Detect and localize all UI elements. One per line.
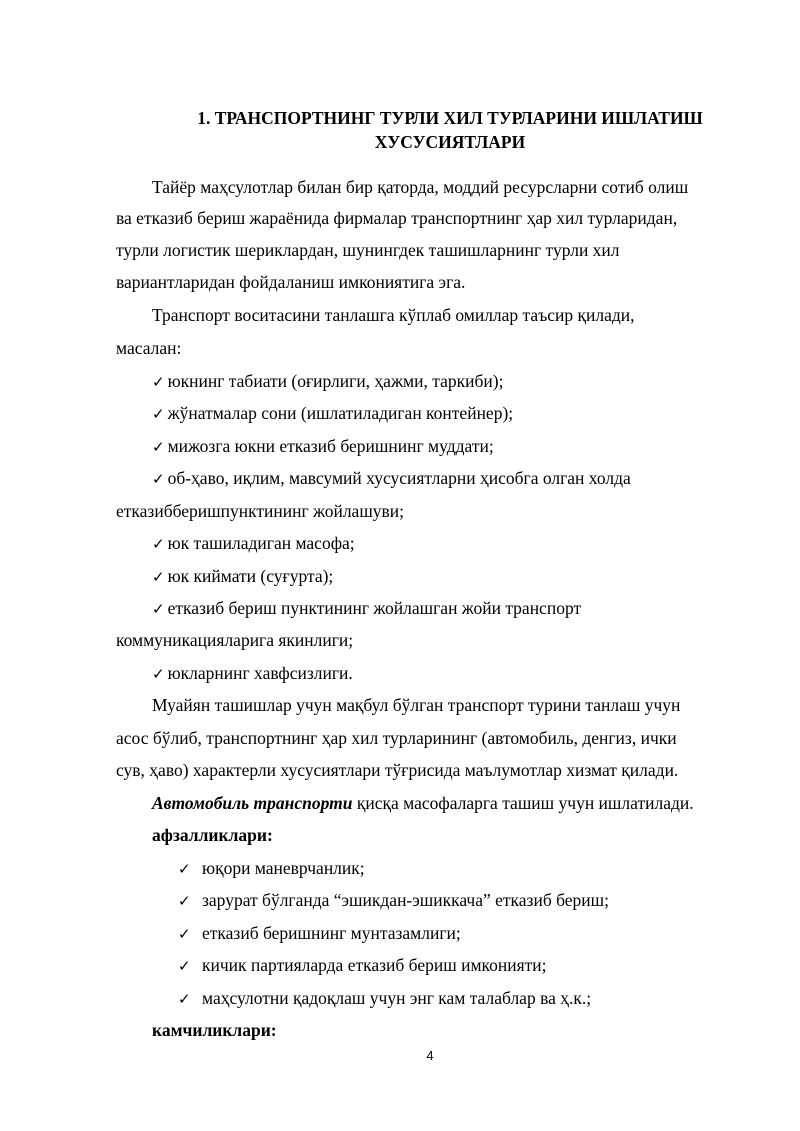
check-icon: ✓ xyxy=(152,405,165,423)
factor-text: етказиб бериш пунктининг жойлашган жойи транспорт xyxy=(167,598,582,618)
para3-line-1: Муайян ташишлар учун мақбул бўлган транспорт турини танлаш учун xyxy=(152,695,681,715)
check-icon: ✓ xyxy=(178,892,191,910)
factor-item xyxy=(152,596,581,621)
check-icon: ✓ xyxy=(152,665,165,683)
para1-line-2: ва етказиб бериш жараёнида фирмалар транспортнинг ҳар хил турларидан, xyxy=(116,208,678,228)
check-icon: ✓ xyxy=(152,438,165,456)
advantage-item xyxy=(178,986,194,1011)
advantages-label: афзалликлари: xyxy=(152,825,273,845)
para1-line-4: вариантларидан фойдаланиш имкониятига эга. xyxy=(116,272,466,292)
check-icon: ✓ xyxy=(178,990,191,1008)
advantage-text: маҳсулотни қадоқлаш учун энг кам талаблар ва ҳ.к.; xyxy=(202,988,592,1008)
auto-transport-line xyxy=(152,791,694,815)
para1-line-1: Тайёр маҳсулотлар билан бир қаторда, моддий ресурсларни сотиб олиш xyxy=(152,177,689,197)
advantage-text: юқори маневрчанлик; xyxy=(202,858,365,878)
factor-continuation xyxy=(116,499,404,523)
heading-line-1: 1. ТРАНСПОРТНИНГ ТУРЛИ ХИЛ ТУРЛАРИНИ ИШЛАТИШ xyxy=(197,108,703,128)
disadvantages-label: камчиликлари: xyxy=(152,1020,277,1040)
check-icon: ✓ xyxy=(178,860,191,878)
check-icon: ✓ xyxy=(152,470,165,488)
factor-item xyxy=(152,434,494,459)
advantage-text: зарурат бўлганда “эшикдан-эшиккача” етказиб бериш; xyxy=(202,890,610,910)
check-icon: ✓ xyxy=(152,600,165,618)
factor-text: об-ҳаво, иқлим, мавсумий хусусиятларни ҳисобга олган холда xyxy=(167,468,631,488)
auto-transport-desc: қисқа масофаларга ташиш учун ишлатилади. xyxy=(352,793,694,813)
factor-continuation: коммуникацияларига якинлиги; xyxy=(116,630,354,650)
advantage-item xyxy=(178,953,194,978)
heading-line-2: ХУСУСИЯТЛАРИ xyxy=(374,132,526,152)
factor-item xyxy=(152,564,333,589)
advantage-item xyxy=(178,921,194,946)
factor-item xyxy=(152,661,353,686)
factor-text: юкнинг табиати (оғирлиги, ҳажми, таркиби); xyxy=(167,371,504,391)
auto-transport-term: Автомобиль транспорти xyxy=(152,793,353,813)
page-number: 4 xyxy=(426,1048,434,1063)
factor-item xyxy=(152,531,355,556)
advantage-text: кичик партияларда етказиб бериш имконияти; xyxy=(202,955,547,975)
factor-item xyxy=(152,369,503,394)
check-icon: ✓ xyxy=(152,373,165,391)
para3-line-2: асос бўлиб, транспортнинг ҳар хил турларининг (автомобиль, денгиз, ички xyxy=(116,728,677,748)
factor-text: юкларнинг хавфсизлиги. xyxy=(167,663,353,683)
advantage-item xyxy=(178,888,194,913)
factor-text: жўнатмалар сони (ишлатиладиган контейнер); xyxy=(167,403,514,423)
factor-text: мижозга юкни етказиб беришнинг муддати; xyxy=(167,436,494,456)
para1-line-3: турли логистик шериклардан, шунингдек ташишларнинг турли хил xyxy=(116,240,620,260)
check-icon: ✓ xyxy=(152,535,165,553)
factor-text: юк киймати (суғурта); xyxy=(167,566,334,586)
check-icon: ✓ xyxy=(152,568,165,586)
factor-text: юк ташиладиган масофа; xyxy=(167,533,355,553)
para2-line-2: масалан: xyxy=(116,338,182,358)
factor-item xyxy=(152,466,631,491)
check-icon: ✓ xyxy=(178,957,191,975)
advantage-item xyxy=(178,856,194,881)
para3-line-3: сув, ҳаво) характерли хусусиятлари тўғрисида маълумотлар хизмат қилади. xyxy=(116,760,679,780)
factor-text: етказибберишпунктининг жойлашуви; xyxy=(116,501,405,521)
para2-line-1: Транспорт воситасини танлашга кўплаб омиллар таъсир қилади, xyxy=(152,305,635,325)
advantage-text: етказиб беришнинг мунтазамлиги; xyxy=(202,923,461,943)
section-heading xyxy=(120,106,780,154)
factor-item xyxy=(152,401,513,426)
check-icon: ✓ xyxy=(178,925,191,943)
